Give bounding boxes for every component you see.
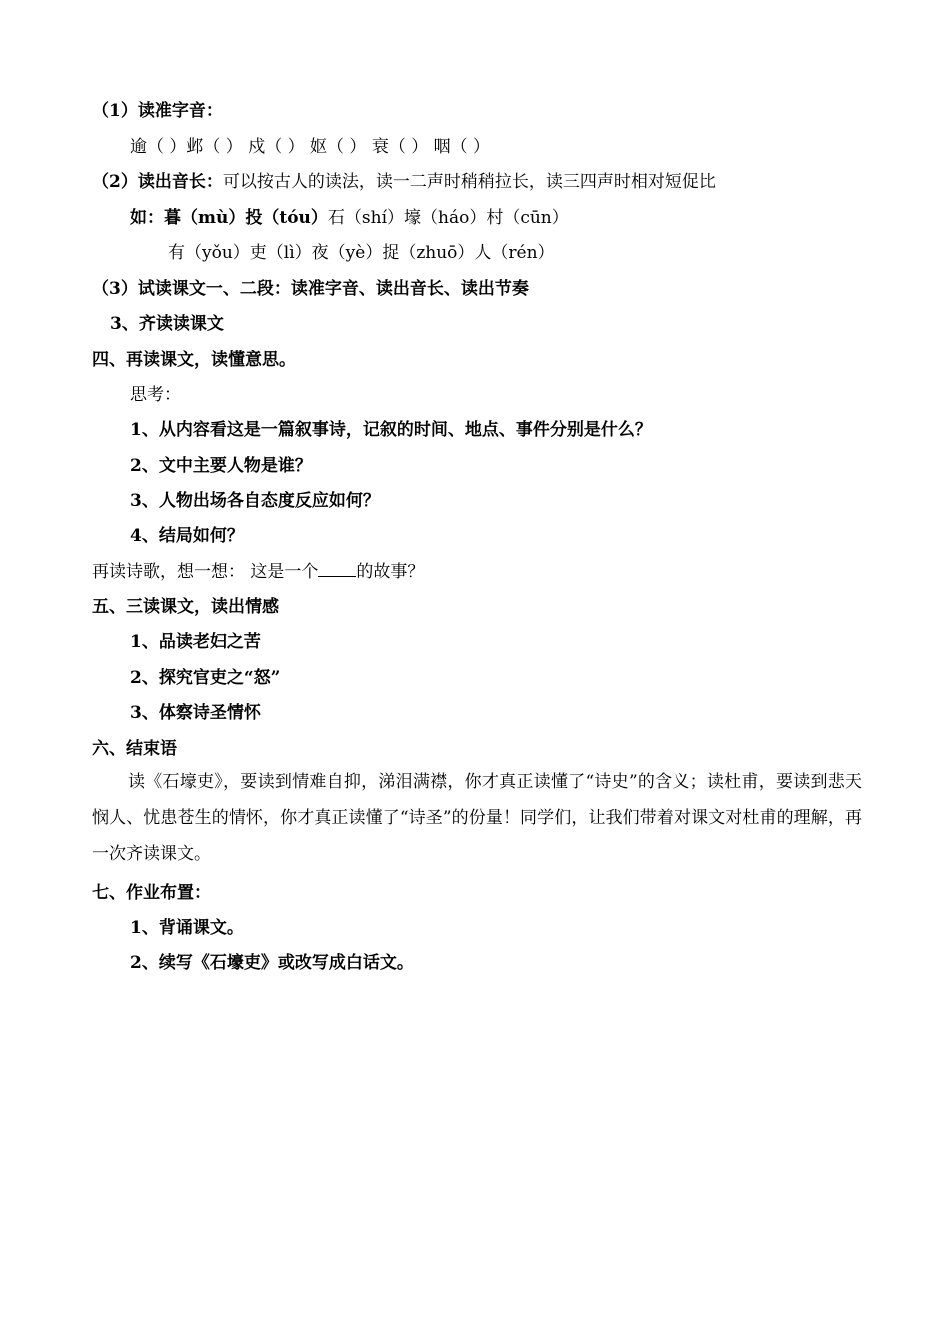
closing-paragraph: 读《石壕吏》，要读到情难自抑，涕泪满襟，你才真正读懂了“诗史”的含义；读杜甫，要读到悲天悯人、忧患苍生的情怀，你才真正读懂了“诗圣”的份量！同学们，让我们带着对课文对杜甫的理解，再一次齐读课文。	[92, 772, 862, 864]
item-read-together: 3、齐读读课文	[110, 314, 224, 334]
example-line-2: 有（yǒu）吏（lì）夜（yè）捉（zhuō）人（rén）	[168, 243, 555, 263]
example-line-1-bold: 如：暮（mù）投（tóu）	[130, 208, 328, 228]
item-5-3: 3、体察诗圣情怀	[130, 703, 261, 723]
heading-seven: 七、作业布置：	[92, 883, 211, 903]
question-2: 2、文中主要人物是谁？	[130, 456, 312, 476]
think-label: 思考：	[130, 385, 181, 405]
heading-six: 六、结束语	[92, 739, 177, 759]
section-read-length	[92, 171, 716, 193]
homework-2: 2、续写《石壕吏》或改写成白话文。	[130, 953, 414, 973]
example-line-1-text: 石（shí）壕（háo）村（cūn）	[327, 208, 569, 228]
item-5-1: 1、品读老妇之苦	[130, 632, 261, 652]
section-trial-read: （3）试读课文一、二段：读准字音、读出音长、读出节奏	[92, 279, 529, 299]
fill-in-blank	[318, 562, 356, 577]
section-read-length-text: 可以按古人的读法，读一二声时稍稍拉长，读三四声时相对短促比	[222, 172, 716, 192]
question-4: 4、结局如何？	[130, 526, 244, 546]
fill-in-question-a: 再读诗歌，想一想： 这是一个	[92, 562, 319, 582]
question-1: 1、从内容看这是一篇叙事诗，记叙的时间、地点、事件分别是什么？	[130, 420, 652, 440]
question-3: 3、人物出场各自态度反应如何？	[130, 491, 380, 511]
pronunciation-blanks: 逾（ ）邺（ ） 戍（ ） 妪（ ） 衰（ ） 咽（ ）	[130, 137, 491, 157]
homework-1: 1、背诵课文。	[130, 918, 244, 938]
example-line-1	[130, 207, 569, 229]
section-read-pronunciation: （1）读准字音：	[92, 101, 223, 121]
heading-four: 四、再读课文，读懂意思。	[92, 350, 296, 370]
fill-in-question	[92, 561, 424, 583]
item-5-2: 2、探究官吏之“怒”	[130, 668, 281, 688]
section-read-length-heading: （2）读出音长：	[92, 172, 223, 192]
heading-five: 五、三读课文，读出情感	[92, 597, 279, 617]
fill-in-question-b: 的故事？	[356, 562, 425, 582]
